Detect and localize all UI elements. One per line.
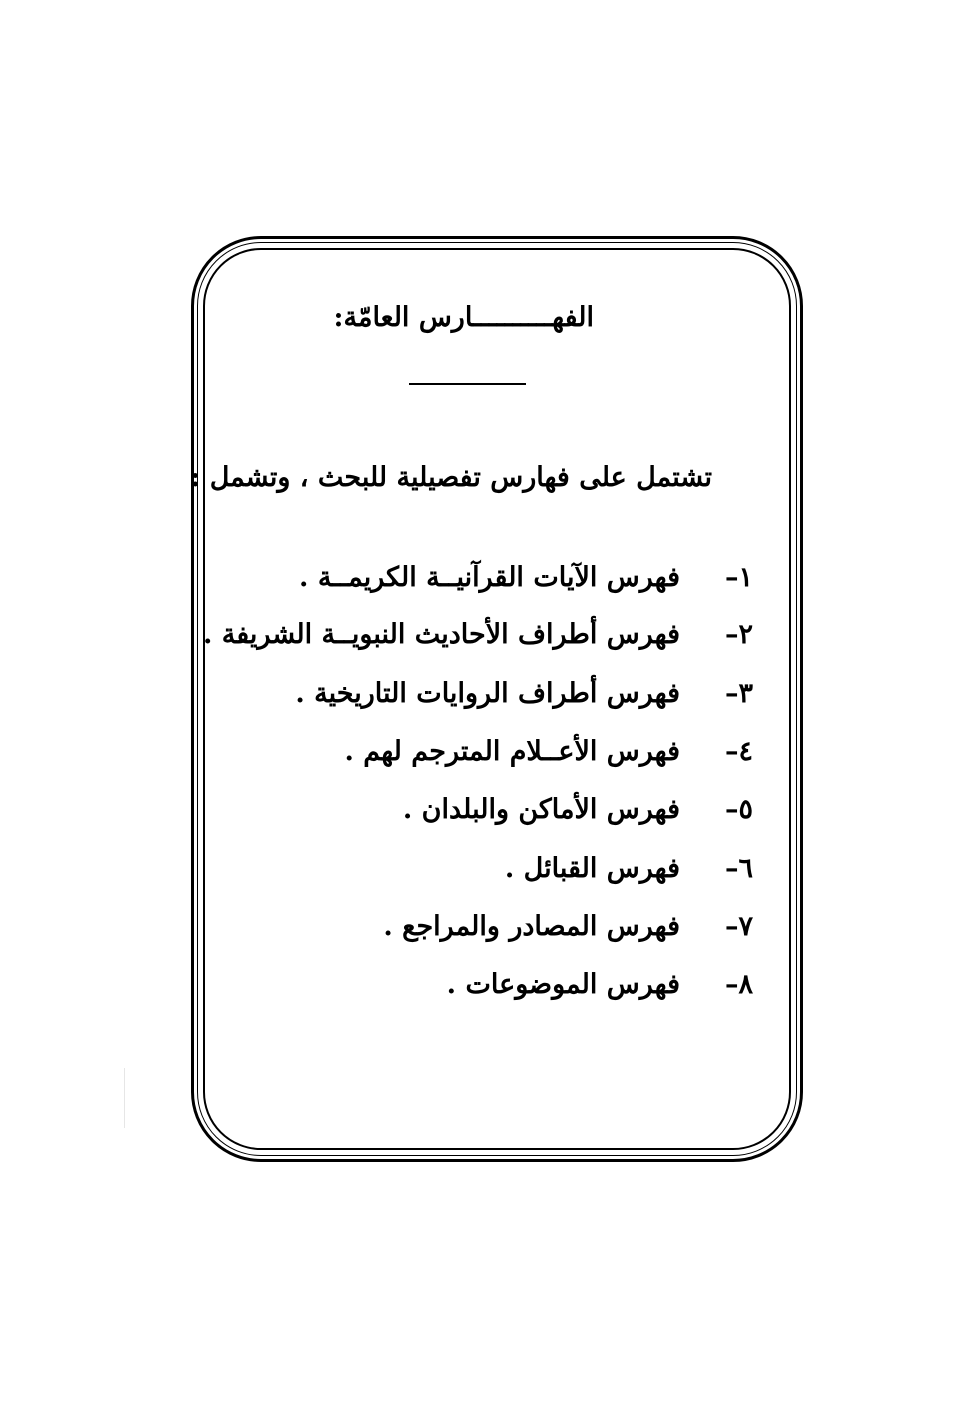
list-item-number: ١–: [724, 562, 753, 593]
list-item-number: ٢–: [724, 619, 753, 650]
list-item-number: ٣–: [724, 678, 753, 709]
list-item: [505, 853, 753, 893]
list-item-number: ٨–: [724, 969, 753, 1000]
list-item: [344, 736, 753, 776]
list-item-number: ٧–: [724, 911, 753, 942]
list-item: [203, 619, 753, 659]
list-item: [383, 911, 753, 951]
list-item-number: ٦–: [724, 853, 753, 884]
list-item: [403, 794, 753, 834]
page-title: الفهــــــــــارس العامّة:: [333, 302, 594, 333]
intro-paragraph: تشتمل على فهارس تفصيلية للبحث ، وتشمل :: [190, 462, 712, 493]
list-item-text: فهرس الأعــلام المترجم لهم .: [344, 736, 680, 767]
list-item-text: فهرس أطراف الأحاديث النبويــة الشريفة .: [203, 619, 680, 650]
list-item-text: فهرس القبائل .: [504, 853, 680, 884]
list-item-text: فهرس المصادر والمراجع .: [383, 911, 680, 942]
list-item-text: فهرس الموضوعات .: [446, 969, 680, 1000]
list-item-text: فهرس أطراف الروايات التاريخية .: [295, 678, 680, 709]
title-underline: [409, 383, 526, 385]
list-item-number: ٤–: [724, 736, 753, 767]
scan-edge-mark: [124, 1068, 125, 1128]
list-item: [447, 969, 753, 1009]
list-item-number: ٥–: [724, 794, 753, 825]
list-item-text: فهرس الأماكن والبلدان .: [402, 794, 680, 825]
list-item-text: فهرس الآيات القرآنيــة الكريمــة .: [299, 562, 680, 593]
list-item: [295, 678, 753, 718]
list-item: [299, 562, 753, 602]
